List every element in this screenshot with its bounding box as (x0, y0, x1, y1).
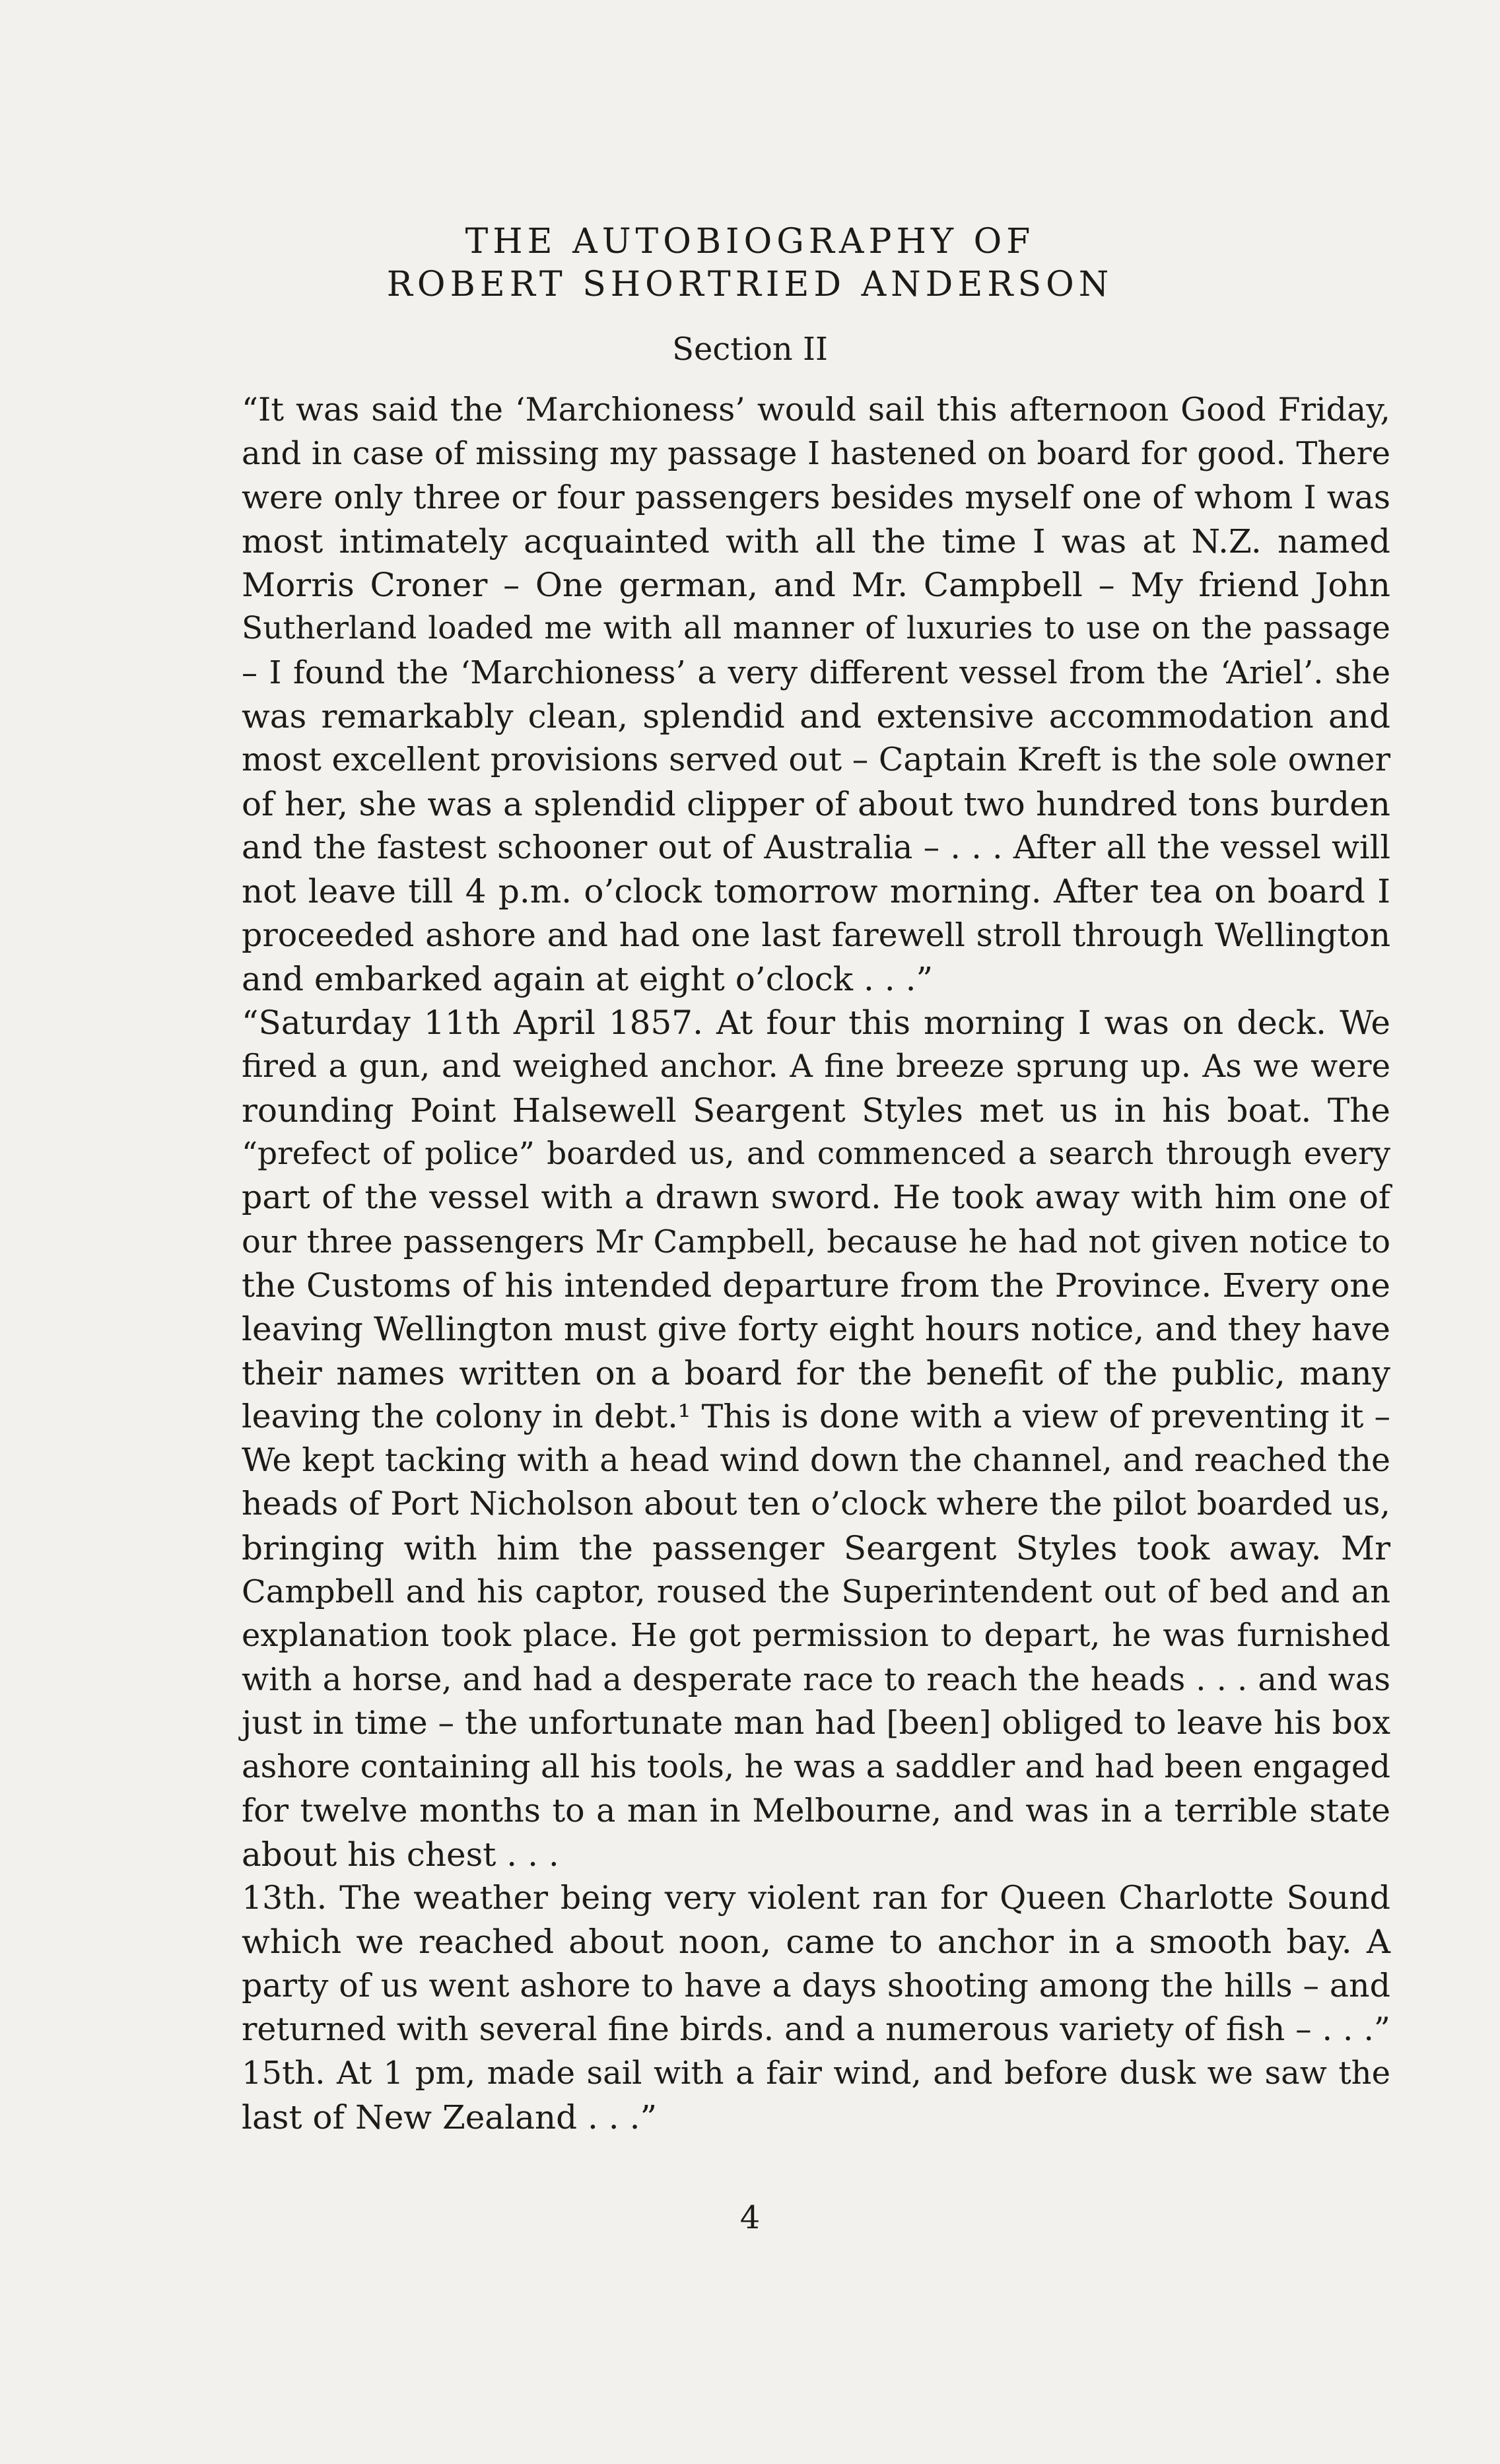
text-line: leaving the colony in debt.¹ This is done with a view of preventing it – (242, 1397, 1390, 1435)
text-line: was remarkably clean, splendid and extensive accommodation and (242, 697, 1390, 736)
text-line: party of us went ashore to have a days shooting among the hills – and (242, 1966, 1390, 2004)
text-line: 13th. The weather being very violent ran for Queen Charlotte Sound (242, 1879, 1390, 1917)
text-line: and in case of missing my passage I hastened on board for good. There (242, 435, 1390, 473)
text-line: “prefect of police” boarded us, and commenced a search through every (242, 1136, 1390, 1173)
text-line: with a horse, and had a desperate race to reach the heads . . . and was (242, 1660, 1390, 1698)
text-line: about his chest . . . (242, 1835, 559, 1874)
text-line: heads of Port Nicholson about ten o’clock where the pilot boarded us, (242, 1485, 1390, 1523)
text-line: the Customs of his intended departure from the Province. Every one (242, 1266, 1390, 1305)
text-line: rounding Point Halsewell Seargent Styles met us in his boat. The (242, 1091, 1390, 1130)
text-line: just in time – the unfortunate man had [been] obliged to leave his box (242, 1703, 1390, 1742)
text-line: Sutherland loaded me with all manner of luxuries to use on the passage (242, 610, 1390, 647)
text-line: part of the vessel with a drawn sword. He took away with him one of (242, 1179, 1390, 1217)
text-line: 15th. At 1 pm, made sail with a fair wind, and before dusk we saw the (242, 2055, 1390, 2092)
text-line: explanation took place. He got permission to depart, he was furnished (242, 1617, 1390, 1655)
text-line: fired a gun, and weighed anchor. A fine breeze sprung up. As we were (242, 1048, 1390, 1085)
text-line: “It was said the ‘Marchioness’ would sail this afternoon Good Friday, (242, 391, 1390, 428)
text-line: “Saturday 11th April 1857. At four this morning I was on deck. We (242, 1004, 1390, 1043)
text-line: which we reached about noon, came to anchor in a smooth bay. A (242, 1923, 1390, 1962)
title-line-2: ROBERT SHORTRIED ANDERSON (386, 265, 1114, 304)
body-text (242, 388, 1390, 2139)
section-heading: Section II (672, 331, 828, 368)
text-line: Campbell and his captor, roused the Superintendent out of bed and an (242, 1573, 1390, 1611)
text-line: proceeded ashore and had one last farewell stroll through Wellington (242, 916, 1390, 954)
text-line: last of New Zealand . . .” (242, 2098, 658, 2137)
text-line: their names written on a board for the benefit of the public, many (242, 1353, 1390, 1392)
title-line-1: THE AUTOBIOGRAPHY OF (465, 222, 1035, 261)
text-line: leaving Wellington must give forty eight hours notice, and they have (242, 1310, 1390, 1349)
page-number: 4 (739, 2199, 761, 2236)
text-line: not leave till 4 p.m. o’clock tomorrow morning. After tea on board I (242, 872, 1390, 911)
text-line: We kept tacking with a head wind down the channel, and reached the (242, 1441, 1390, 1480)
text-line: were only three or four passengers besides myself one of whom I was (242, 478, 1390, 516)
text-line: bringing with him the passenger Seargent Styles took away. Mr (242, 1528, 1390, 1567)
text-line: most intimately acquainted with all the time I was at N.Z. named (242, 522, 1390, 561)
text-line: returned with several fine birds. and a numerous variety of fish – . . .” (242, 2010, 1390, 2048)
text-line: of her, she was a splendid clipper of about two hundred tons burden (242, 784, 1390, 823)
text-line: and the fastest schooner out of Australia – . . . After all the vessel will (242, 828, 1390, 866)
text-line: for twelve months to a man in Melbourne, and was in a terrible state (242, 1791, 1390, 1830)
text-line: Morris Croner – One german, and Mr. Campbell – My friend John (242, 566, 1390, 605)
text-line: ashore containing all his tools, he was a saddler and had been engaged (242, 1748, 1390, 1786)
text-line: and embarked again at eight o’clock . . .” (242, 959, 934, 998)
text-line: most excellent provisions served out – Captain Kreft is the sole owner (242, 741, 1390, 779)
text-line: our three passengers Mr Campbell, because he had not given notice to (242, 1223, 1390, 1260)
text-line: – I found the ‘Marchioness’ a very different vessel from the ‘Ariel’. she (242, 654, 1390, 691)
